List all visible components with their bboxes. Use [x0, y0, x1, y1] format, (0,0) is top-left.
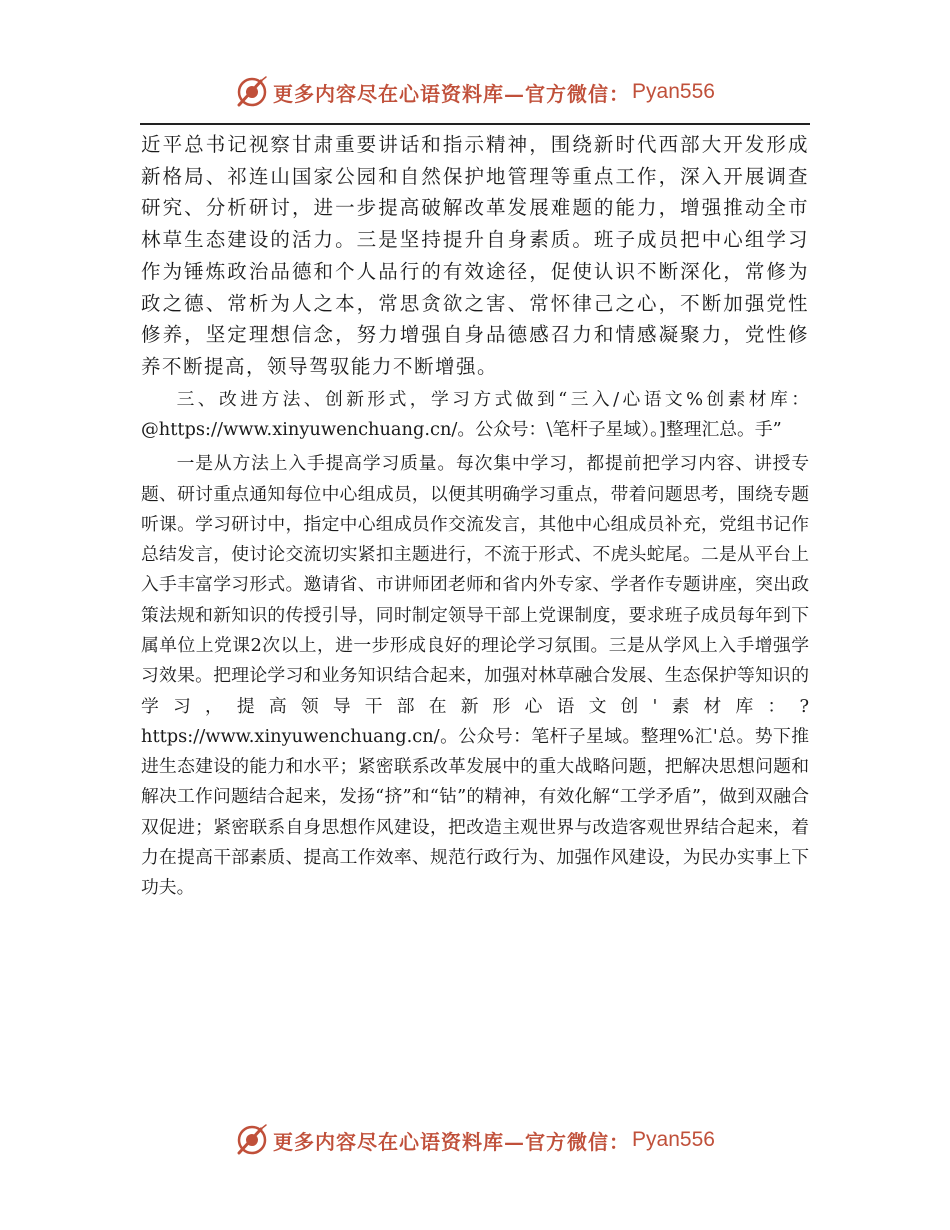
- watermark-brand-text: 更多内容尽在心语资料库—官方微信：: [273, 81, 631, 106]
- paragraph-2: 三、改进方法、创新形式，学习方式做到“三入/心语文%创素材库：@https://www.xinyuwenchuang.cn/。公众号：\笔杆子星域）。]整理汇总。手”: [141, 388, 809, 440]
- header-divider: [140, 123, 810, 125]
- watermark-account-text: Pyan556: [632, 1128, 715, 1151]
- brush-logo-icon: [235, 75, 269, 109]
- paragraph-3: 一是从方法上入手提高学习质量。每次集中学习，都提前把学习内容、讲授专题、研讨重点通知每位中心组成员，以便其明确学习重点，带着问题思考，围绕专题听课。学习研讨中，指定中心组成员作交流发言，其他中心组成员补充，党组书记作总结发言，使讨论交流切实紧扣主题进行，不流于形式、不虎头蛇尾。二是从平台上入手丰富学习形式。邀请省、市讲师团老师和省内外专家、学者作专题讲座，突出政策法规和新知识的传授引导，同时制定领导干部上党课制度，要求班子成员每年到下属单位上党课2次以上，进一步形成良好的理论学习氛围。三是从学风上入手增强学习效果。把理论学习和业务知识结合起来，加强对林草融合发展、生态保护等知识的学习，提高领导干部在新形心语文创'素材库：?https://www.xinyuwenchuang.cn/。公众号：笔杆子星域。整理%汇'总。势下推进生态建设的能力和水平；紧密联系改革发展中的重大战略问题，把解决思想问题和解决工作问题结合起来，发扬“挤”和“钻”的精神，有效化解“工学矛盾”，做到双融合双促进；紧密联系自身思想作风建设，把改造主观世界与改造客观世界结合起来，着力在提高干部素质、提高工作效率、规范行政行为、加强作风建设，为民办实事上下功夫。: [141, 453, 809, 899]
- watermark-brand-text: 更多内容尽在心语资料库—官方微信：: [273, 1129, 631, 1154]
- brush-logo-icon: [235, 1123, 269, 1157]
- footer-watermark: [0, 1120, 950, 1160]
- document-body: [141, 129, 809, 904]
- paragraph-1: 近平总书记视察甘肃重要讲话和指示精神，围绕新时代西部大开发形成新格局、祁连山国家公园和自然保护地管理等重点工作，深入开展调查研究、分析研讨，进一步提高破解改革发展难题的能力，增强推动全市林草生态建设的活力。三是坚持提升自身素质。班子成员把中心组学习作为锤炼政治品德和个人品行的有效途径，促使认识不断深化，常修为政之德、常析为人之本，常思贪欲之害、常怀律己之心，不断加强党性修养，坚定理想信念，努力增强自身品德感召力和情感凝聚力，党性修养不断提高，领导驾驭能力不断增强。: [141, 133, 809, 378]
- header-watermark: [0, 72, 950, 112]
- watermark-account-text: Pyan556: [632, 80, 715, 103]
